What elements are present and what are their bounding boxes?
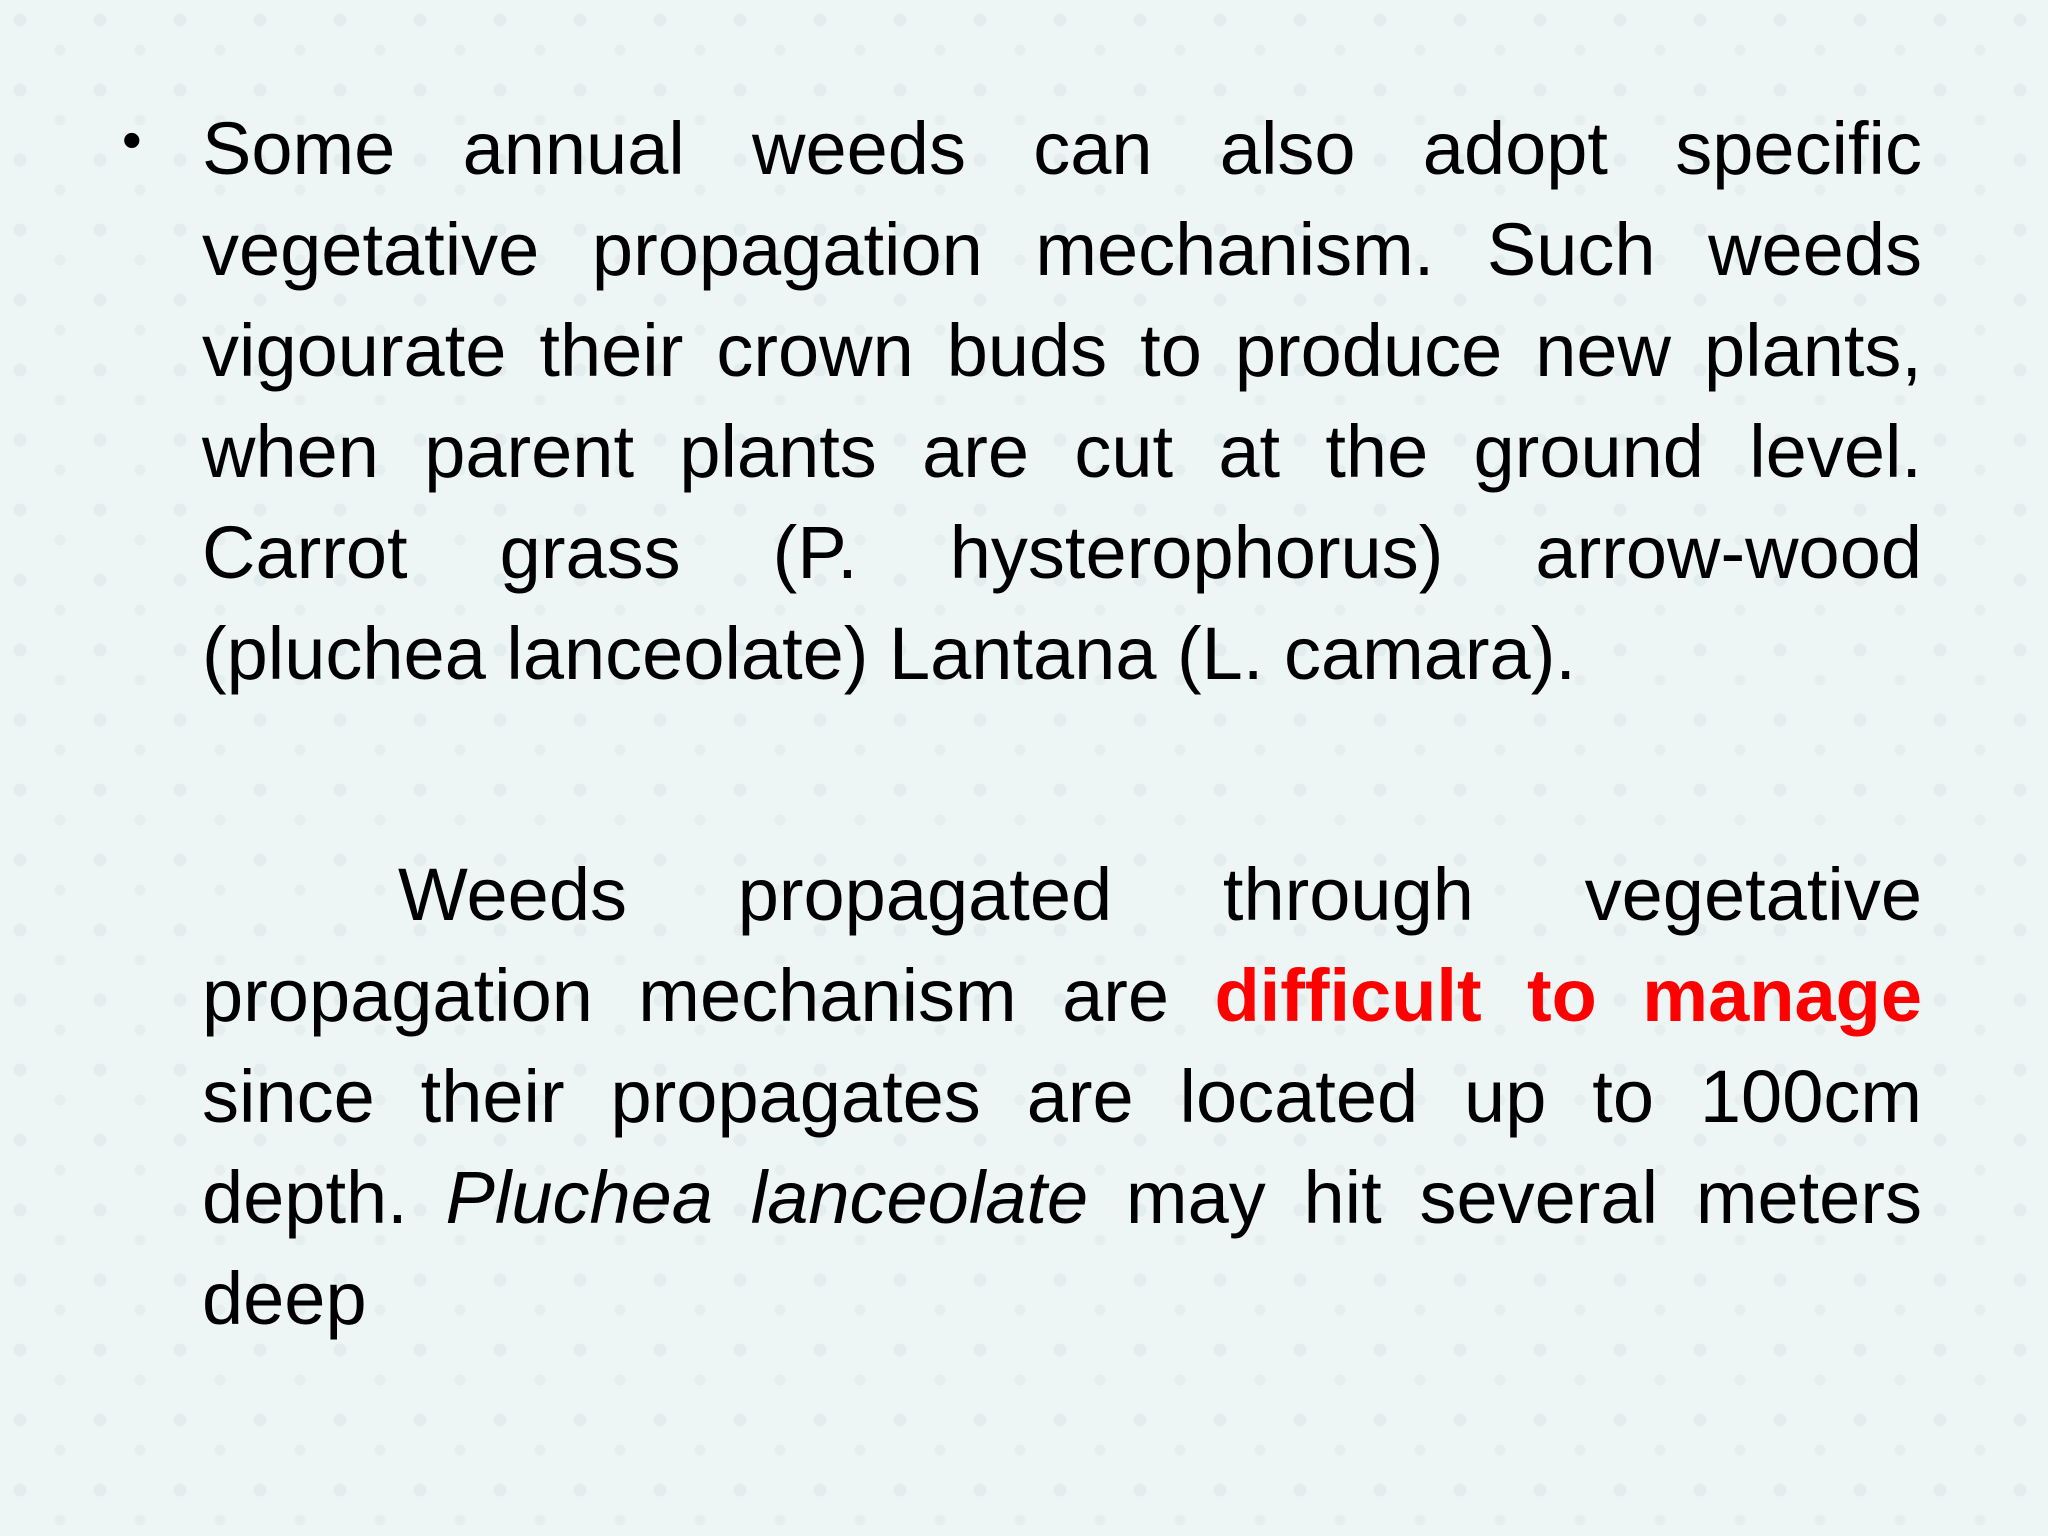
bullet-point-icon: •: [122, 108, 142, 171]
paragraph-difficult-to-manage: [202, 844, 1922, 1349]
highlight-difficult-to-manage: difficult to manage: [1214, 954, 1922, 1037]
paragraph-text-part1: Weeds propagated through vegetative propagation mechanism are: [202, 853, 1922, 1037]
paragraph-text-part3: may hit several meters deep: [202, 1156, 1922, 1340]
paragraph-vegetative-mechanism: Some annual weeds can also adopt specific vegetative propagation mechanism. Such weeds vigourate their crown buds to produce new plants, when parent plants are cut at the ground level. Carrot grass (P. hysterophorus) arrow-wood (pluchea lanceolate) Lantana (L. camara).: [202, 107, 1922, 695]
italic-species-name: Pluchea lanceolate: [445, 1156, 1089, 1239]
paragraph-text-part2: since their propagates are located up to 100cm depth.: [202, 1055, 1922, 1239]
